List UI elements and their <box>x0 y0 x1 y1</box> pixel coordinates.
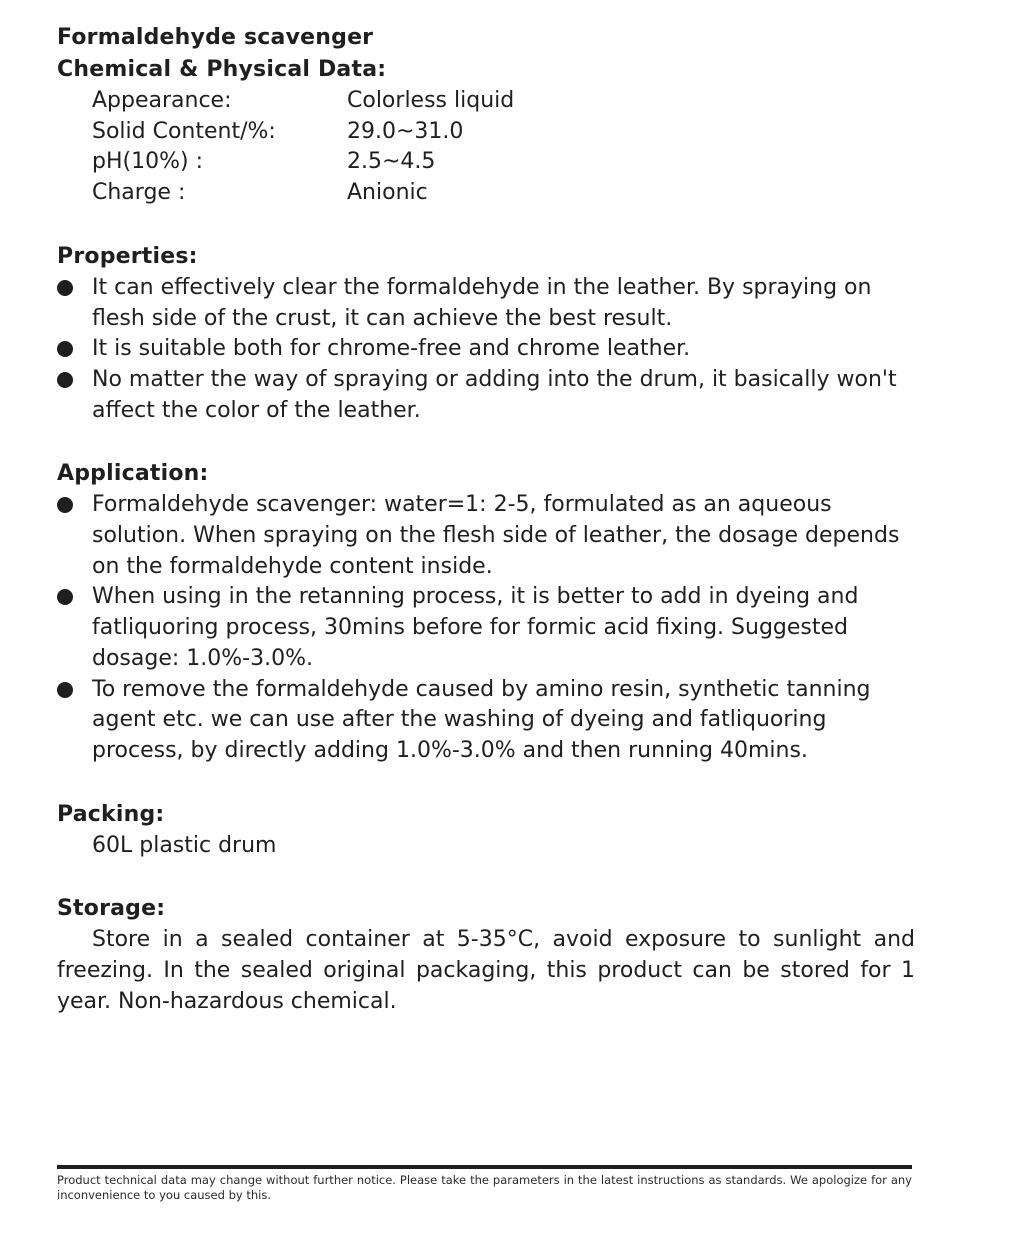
packing-heading: Packing: <box>57 801 165 827</box>
footer-disclaimer: Product technical data may change without further notice. Please take the parameters in the latest instructions as standards. We apologize for any inconvenience to you caused by this. <box>57 1173 912 1202</box>
packing-text: 60L plastic drum <box>92 832 277 858</box>
storage-text: Store in a sealed container at 5-35°C, avoid exposure to sunlight and freezing. In the sealed original packaging, this product can be stored for 1 year. Non-hazardous chemical. <box>57 927 915 1014</box>
spec-value: Anionic <box>347 180 428 206</box>
bullet-icon <box>57 589 73 605</box>
bullet-icon <box>57 372 73 388</box>
spec-row-solid-content <box>92 117 917 148</box>
spec-label: Solid Content/%: <box>92 118 276 144</box>
list-item: When using in the retanning process, it is better to add in dyeing and fatliquoring process, 30mins before for formic acid fixing. Suggested dosage: 1.0%-3.0%. <box>57 582 917 674</box>
bullet-icon <box>57 341 73 357</box>
spec-label: Charge : <box>92 180 186 206</box>
document-title: Formaldehyde scavenger <box>57 25 374 50</box>
bullet-icon <box>57 682 73 698</box>
list-item: It can effectively clear the formaldehyde in the leather. By spraying on flesh side of the crust, it can achieve the best result. <box>57 273 917 334</box>
spec-label: Appearance: <box>92 88 232 113</box>
properties-list <box>57 273 917 427</box>
spec-table <box>92 86 917 209</box>
list-item: To remove the formaldehyde caused by amino resin, synthetic tanning agent etc. we can use after the washing of dyeing and fatliquoring process, by directly adding 1.0%-3.0% and then running 40mins. <box>57 675 917 767</box>
bullet-icon <box>57 497 73 513</box>
spec-label: pH(10%) : <box>92 149 203 175</box>
spec-row-appearance <box>92 86 917 117</box>
spec-value: 2.5~4.5 <box>347 149 436 175</box>
spec-row-ph <box>92 147 917 178</box>
list-item: It is suitable both for chrome-free and chrome leather. <box>57 334 917 365</box>
datasheet <box>57 22 917 1017</box>
spec-value: 29.0~31.0 <box>347 118 464 144</box>
spec-row-charge <box>92 178 917 209</box>
storage-heading: Storage: <box>57 896 166 922</box>
list-item: Formaldehyde scavenger: water=1: 2-5, formulated as an aqueous solution. When spraying on the flesh side of leather, the dosage depends on the formaldehyde content inside. <box>57 490 917 582</box>
chem-heading: Chemical & Physical Data: <box>57 57 387 82</box>
footer-divider <box>57 1165 912 1169</box>
list-item: No matter the way of spraying or adding into the drum, it basically won't affect the color of the leather. <box>57 365 917 426</box>
application-heading: Application: <box>57 461 209 487</box>
properties-heading: Properties: <box>57 243 198 269</box>
spec-value: Colorless liquid <box>347 88 515 113</box>
application-list <box>57 490 917 766</box>
bullet-icon <box>57 280 73 296</box>
